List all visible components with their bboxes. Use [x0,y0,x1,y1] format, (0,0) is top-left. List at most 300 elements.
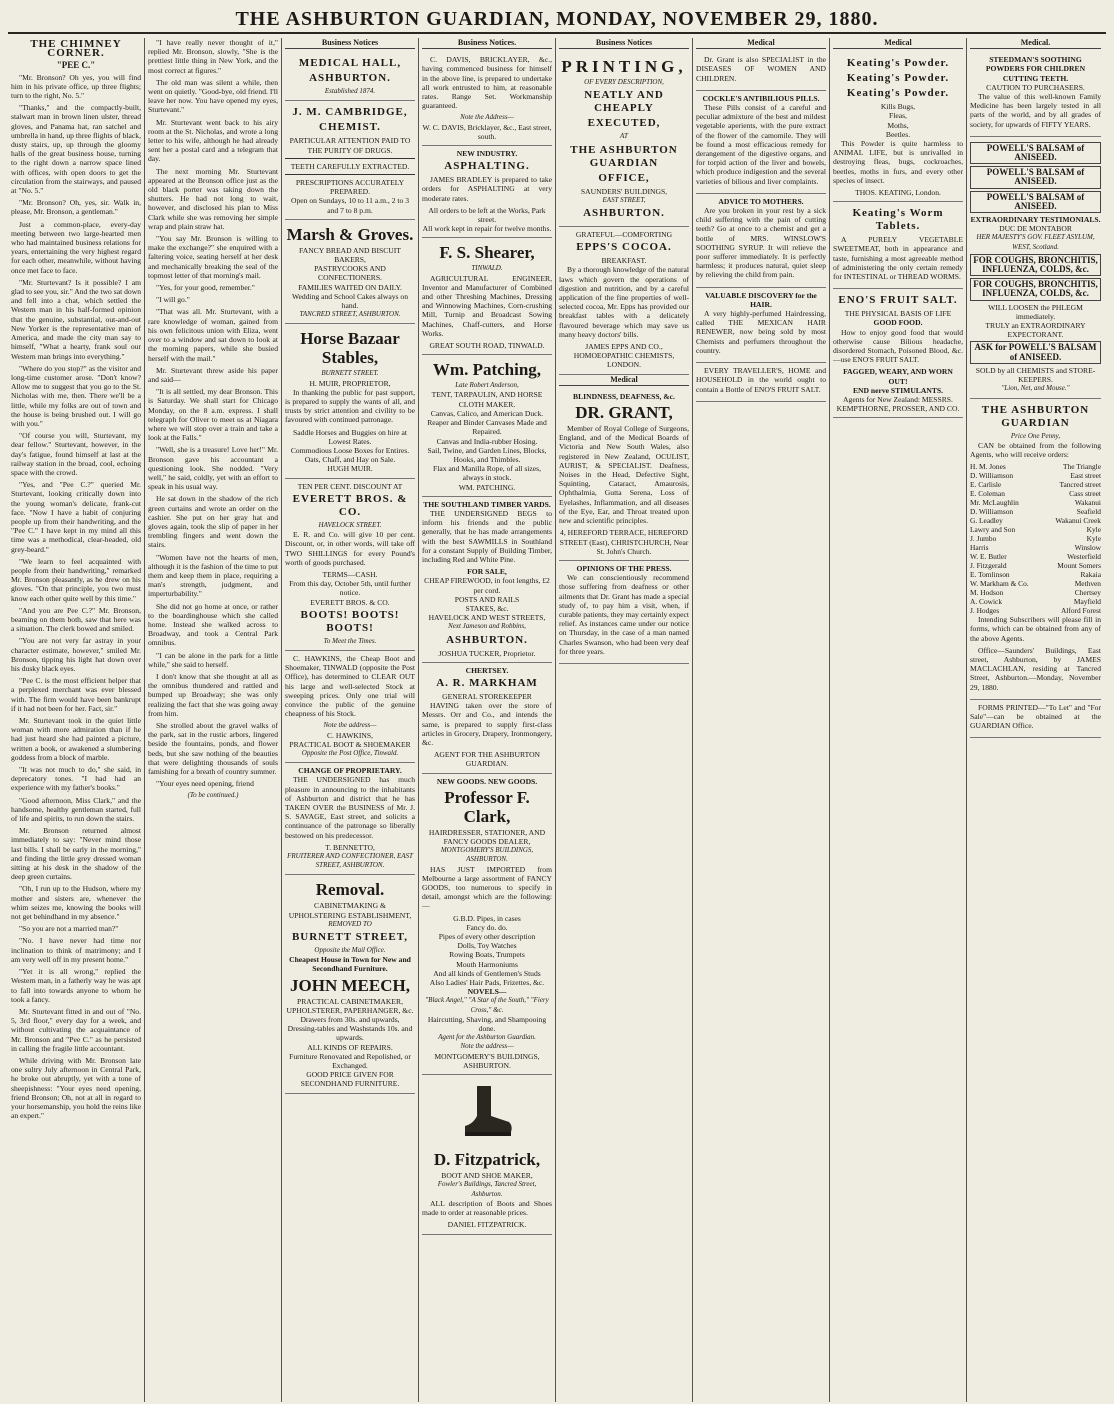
agent-place: Chertsey [1074,588,1101,598]
ad-line: Beetles. [885,129,911,139]
ad-line: Commodious Loose Boxes for Entires. [290,446,410,456]
ad-head: NEW INDUSTRY. [456,149,518,159]
ad-terms: TERMS—CASH. [322,569,378,579]
agent-name: Lawry and Son [970,525,1016,535]
agent-place: Winslow [1074,543,1101,553]
ad-body: In thanking the public for past support, is prepared to supply the wants of all, and trusts by strict attention and civility to be favoured with continued patronage. [285,387,415,425]
ad-signature: W. C. DAVIS, Bricklayer, &c., East street, south. [422,122,552,141]
story-paragraph: "And you are Pee C.?" Mr. Bronson, beaming on them both, saw that here was a situation. The clerk bowed and smiled. [11,605,141,634]
ad-cambridge [285,101,415,219]
ad-body: This Powder is quite harmless to ANIMAL LIFE, but is unrivalled in destroying fleas, bugs, cockroaches, beetles, moths in furs, and every other species of insect. [833,139,963,185]
ad-lion: "Lion, Net, and Mouse." [1001,384,1070,393]
story-paragraph: "Where do you stop?" as the visitor and long-time customer arose. "Don't know? Allow me to suggest that you go to the St. Nicholas with me, then. There we'll be a little, while my folks are out of town and the house is being brushed out. I will go with you." [11,363,141,428]
ad-name: EPPS'S COCOA. [576,241,672,254]
ad-signature: T. BENNETTO, [325,842,375,852]
ad-note: Note the Address— [460,113,514,122]
ad-trade: HAIRDRESSER, STATIONER, AND FANCY GOODS DEALER, [428,827,546,846]
ad-line: MONTGOMERY'S BUILDINGS, ASHBURTON. [434,1051,540,1070]
ad-head: THE ASHBURTON GUARDIAN [981,403,1090,429]
agent-place: Wakanui Creek [1055,516,1101,526]
ad-removal [285,875,415,1093]
column-heading: Medical [696,38,826,49]
ad-line: Keating's Worm Tablets. [852,207,944,233]
ad-line: TEETH CAREFULLY EXTRACTED. [290,161,410,171]
agent-place: Kyle [1086,525,1101,535]
story-paragraph: The old man was silent a while, then went on quietly. "Good-bye, old friend. I'll leave her now. You have opened my eyes, Sturtevant." [148,77,278,115]
ad-head: COCKLE'S ANTIBILIOUS PILLS. [702,93,820,103]
column-heading: Medical [833,38,963,49]
agent-name: E. Carlisle [970,480,1002,490]
ad-body: By a thorough knowledge of the natural laws which govern the operations of digestion and nutrition, and by a careful application of the fine properties of well-selected cocoa, Mr. Epps has provided our breakfast tables with a delicately flavoured beverage which may save us many heavy doctors' bills. [559,265,689,339]
ad-sub: Late Robert Anderson, [455,381,519,390]
ad-guardian-agents [970,399,1101,700]
ad-marsh-groves [285,220,415,325]
ad-trade: GENERAL STOREKEEPER [442,691,532,701]
story-paragraph: Just a common-place, every-day meeting between two large-hearted men who had maintained business relations for years, entertaining the very highest regard for each other, meanwhile, without having once met face to face. [11,219,141,275]
story-paragraph: "You are not very far astray in your character estimate, however," smiled Mr. Bronson, tipping his light hat down over his dusky black eyes. [11,636,141,673]
ad-head: THE SOUTHLAND TIMBER YARDS. [423,499,551,509]
agent-name: G. Leadley [970,516,1003,526]
ad-everett [285,479,415,651]
ad-horse-bazaar [285,324,415,478]
ad-item: Rowing Boats, Trumpets [449,950,525,960]
ad-office: Office—Saunders' Buildings, East street, Ashburton, by JAMES MACLACHLAN, residing at Tancred Street, Ashburton.—Monday, November 29, 1880. [970,645,1101,692]
agent-row [970,516,1101,525]
ad-line: PRINTING, [561,57,687,77]
ad-line: POSTS AND RAILS [454,594,520,604]
column-heading: Medical [559,375,689,386]
ad-line: Fleas, [889,111,907,121]
ad-signature: JAMES EPPS AND CO., HOMOEOPATHIC CHEMISTS, LONDON. [573,342,675,370]
ad-signature: EVERETT BROS. & CO. [310,597,390,607]
ad-patching [422,355,552,496]
agent-name: M. Hodson [970,588,1004,598]
agent-place: Alford Forest [1060,606,1101,616]
ad-item: Fancy do. do. [466,922,508,932]
ad-line: Flax and Manilla Rope, of all sizes, always in stock. [433,464,541,483]
ad-address: TANCRED STREET, ASHBURTON. [299,310,401,319]
ad-body: A very highly-perfumed Hairdressing, called THE MEXICAN HAIR RENEWER, now being sold by most Chemists and perfumers throughout the country. [696,309,826,355]
ad-line: PRESCRIPTIONS ACCURATELY PREPARED. [295,178,405,197]
ad-line: PARTICULAR ATTENTION PAID TO THE PURITY OF DRUGS. [289,136,411,155]
ad-body: HAS JUST IMPORTED from Melbourne a large assortment of FANCY GOODS, too numerous to specify in detail, amongst which are the following:— [422,864,552,911]
story-title: THE CHIMNEY CORNER. [30,38,122,60]
ad-body: These Pills consist of a careful and peculiar admixture of the best and mildest vegetable aperients, with the pure extract of the flower of the camomile. They will be found a most efficacious remedy for derangement of the digestive organs, and for torpid action of the liver and bowels, which produce indigestion and the several varieties of bilious and liver complaints. [696,103,826,186]
ad-line: EAST STREET, [602,195,646,204]
ad-name: F. S. Shearer, [439,243,535,263]
ad-address: Opposite the Post Office, Tinwald. [301,748,399,757]
agent-row [970,606,1101,615]
agent-row [970,570,1101,579]
ad-body: THE UNDERSIGNED BEGS to inform his friends and the public generally, that he has made arrangements with the best SAWMILLS in Southland for a constant Supply of Building Timber, including Red and White Pine. [422,508,552,564]
agent-name: H. M. Jones [970,462,1006,472]
agent-name: W. Markham & Co. [970,579,1029,589]
story-paragraph: The next morning Mr. Sturtevant appeared at the Bronson office just as the old black porter was taking down the shutters. He had not long to wait, however, and disclosed his plan to Miss Clark while she was removing her simple wrap and plain straw hat. [148,166,278,231]
agent-row [970,597,1101,606]
ad-name: J. M. CAMBRIDGE, [292,106,408,119]
ad-body: E. R. and Co. will give 10 per cent. Discount, or, in other words, will take off TWO SHILLINGS for every Pound's worth of goods purchased. [285,530,415,567]
story-paragraph: She did not go home at once, or rather to the boardinghouse which she called home. Instead she walked across to Broadway, and took a Central Park omnibus. [148,601,278,648]
ad-line: Next Jameson and Robbins, [448,622,526,631]
ad-name: D. Fitzpatrick, [433,1150,541,1170]
ad-line: FAMILIES WAITED ON DAILY. [298,282,402,292]
ad-body: ALL description of Boots and Shoes made to order at reasonable prices. [422,1198,552,1218]
ad-established: Established 1874. [324,87,376,96]
ad-line: THE ASHBURTON GUARDIAN [570,143,678,169]
ad-line: Canvas and India-rubber Hosing. [436,436,538,446]
story-paragraph: Mr. Bronson returned almost immediately to say: "Never mind those last bills. I shall be early in the morning," and finding the little grey dressed woman sitting at his desk in the shadow of the deep green curtains. [11,826,141,882]
ad-line: GOOD PRICE GIVEN FOR SECONDHAND FURNITURE. [300,1070,400,1089]
ad-line: OF EVERY DESCRIPTION, [584,78,664,87]
agent-row [970,525,1101,534]
story-paragraph: "I have really never thought of it," replied Mr. Bronson, slowly, "She is the prettiest little thing in New York, and the most correct at figures." [148,38,278,75]
ad-head: NEW GOODS. NEW GOODS. [436,776,538,786]
ad-davis [422,52,552,146]
agent-place: Seafield [1076,507,1101,517]
ad-item: Mouth Harmoniums [456,959,518,969]
ad-line: Oats, Chaff, and Hay on Sale. [304,455,396,465]
ad-body: C. HAWKINS, the Cheap Boot and Shoemaker, TINWALD (opposite the Post Office), has determined to CLEAR OUT his large and well-selected Stock at sweeping prices. Only one trial will convince the public of the genuine cheapness of his Stock. [285,653,415,719]
ad-cockle [696,91,826,194]
story-paragraph: "Yet it is all wrong," replied the Western man, in a fatherly way he was apt to fall into towards anyone to whom he took a fancy. [11,967,141,1004]
agent-name: Harris [970,543,989,553]
ad-line: Open on Sundays, 10 to 11 a.m., 2 to 3 and 7 to 8 p.m. [290,196,410,215]
agent-row [970,579,1101,588]
ad-line: Haircutting, Shaving, and Shampooing done. [427,1014,547,1034]
agent-place: East street [1070,471,1101,481]
column-4 [419,38,556,1402]
ad-caution: CAUTION TO PURCHASERS. [986,82,1085,92]
story-paragraph: She strolled about the gravel walks of the park, sat in the rustic arbors, lingered beside the fountains, ponds, and flower beds, but she saw nothing of the beauties that were delighting thousands of souls famishing for a breath of country summer. [148,721,278,777]
agent-place: Mount Somers [1057,561,1101,571]
agent-place: The Triangle [1063,462,1101,472]
agent-place: Tancred street [1059,480,1101,490]
ad-address: Fowler's Buildings, Tancred Street, Ashburton. [437,1180,537,1198]
ad-steedman [970,52,1101,137]
story-paragraph: "Mr. Bronson? Oh, yes, sir. Walk in, please, Mr. Bronson, a gentleman." [11,198,141,217]
ad-line: Opposite the Mail Office. [314,946,386,954]
ad-head: CHERTSEY. [465,665,509,675]
ad-head: STEEDMAN'S SOOTHING POWDERS FOR CHILDREN CUTTING TEETH. [985,55,1086,83]
ad-line: All orders to be left at the Works, Park street. [428,205,546,225]
ad-fitzpatrick [422,1075,552,1234]
ad-head: Removal. [315,880,385,900]
ad-novels-list: "Black Angel," "A Star of the South," "Fiery Cross," &c. [425,996,549,1014]
ad-body: CAN be obtained from the following Agents, who will receive orders: [970,440,1101,459]
agent-name: Mr. McLaughlin [970,498,1019,508]
agent-row [970,471,1101,480]
story-paragraph: "I will go." [156,295,190,305]
story-paragraph: He sat down in the shadow of the rich green curtains and wrote an order on the cashier. She put on her gray hat and gloves again, took the slip of paper in her trembling fingers and went down the stairs. [148,494,278,550]
ad-printing [559,52,689,227]
ad-signature: HUGH MUIR. [327,464,373,474]
ad-address: GREAT SOUTH ROAD, TINWALD. [429,341,545,351]
ad-agents: Agents for New Zealand: MESSRS. KEMPTHORNE, PROSSER, AND CO. [836,395,960,414]
story-paragraph: "Well, she is a treasure! Love her!" Mr. Bronson gave his accountant a questioning look. She nodded. "Very well," he said, coldly, yet with an effort to speak in his usual way. [148,445,278,492]
ad-specialist [696,52,826,91]
column-8 [967,38,1104,1402]
ad-keating-worm [833,202,963,289]
agent-name: E. Tomlinson [970,570,1010,580]
ad-nervous: END nerve STIMULANTS. [852,385,944,395]
ad-line: PASTRYCOOKS AND CONFECTIONERS. [314,264,386,283]
ad-line: Keating's Powder. [846,57,950,70]
ad-line: HAVELOCK AND WEST STREETS, [428,613,546,623]
agent-name: D. Williamson [970,471,1014,481]
ad-line: NEATLY AND CHEAPLY [584,89,664,115]
ad-item: And all kinds of Gentlemen's Studs [433,968,541,978]
ad-line: Wedding and School Cakes always on hand. [291,291,408,311]
ad-town: TINWALD. [471,264,503,273]
agent-name: J. Hodges [970,606,1000,616]
ad-chertsey [422,663,552,774]
ad-line: Moths, [887,120,909,130]
ad-line: FANCY BREAD AND BISCUIT BAKERS, [299,245,401,265]
story-paragraph: "No. I have never had time nor inclination to think of matrimony; and I am very well off in my present home." [11,936,141,964]
agent-row [970,561,1101,570]
ad-sub: THE PHYSICAL BASIS OF LIFE [844,309,952,319]
story-paragraph: Mr. Sturtevant threw aside his paper and said— [148,365,278,384]
ad-duke: DUC DE MONTABOR [999,224,1072,234]
ad-shearer [422,238,552,355]
ad-testimonials: EXTRAORDINARY TESTIMONIALS. [970,215,1101,225]
ad-signature: WM. PATCHING. [458,482,516,492]
ad-epps-cocoa [559,227,689,375]
ad-asphalting [422,146,552,238]
ad-signature: DANIEL FITZPATRICK. [447,1220,527,1230]
ad-body: A PURELY VEGETABLE SWEETMEAT, both in appearance and taste, furnishing a most agreeable method of administering the only certain remedy for INTESTINAL or THREAD WORMS. [833,235,963,282]
story-paragraph: "Of course you will, Sturtevant, my dear fellow." Sturtevant, however, in the day's fatigue, found himself at last at the railway station in the broad, cool, echoing space with the crowd. [11,431,141,477]
ad-head: GRATEFUL—COMFORTING [575,230,673,240]
ad-signature: C. HAWKINS, [326,730,373,740]
ad-timber-yards [422,497,552,663]
ad-novels: NOVELS— [467,987,507,997]
agent-place: Wakanui [1074,498,1101,508]
agent-place: Methven [1074,579,1101,589]
ad-body: Dr. Grant is also SPECIALIST in the DISEASES OF WOMEN AND CHILDREN. [696,55,826,83]
ad-line: Saddle Horses and Buggies on hire at Lowest Rates. [293,427,407,446]
ad-line: REMOVED TO [328,919,372,928]
ad-line: Drawers from 30s. and upwards, Dressing-tables and Washstands 10s. and upwards. [287,1015,413,1043]
ad-trade: PRACTICAL CABINETMAKER, UPHOLSTERER, PAPERHANGER, &c. [286,996,414,1015]
ad-fagged: FAGGED, WEARY, AND WORN OUT! [843,367,953,386]
ad-body: C. DAVIS, BRICKLAYER, &c., having commenced business for himself in the above line, is prepared to undertake all work entrusted to him, at reasonable rates. Range Set. Workmanship guaranteed. [422,55,552,111]
boot-illustration [457,1082,517,1142]
ad-body: THE UNDERSIGNED has much pleasure in announcing to the inhabitants of Ashburton and district that he has TAKEN OVER the BUSINESS of Mr. J. S. SAVAGE, East street, and solicits a continuance of the patronage so liberally bestowed on his predecessor. [285,775,415,840]
ad-sold: SOLD by all CHEMISTS and STORE-KEEPERS. [975,365,1096,385]
ad-signature: THOS. KEATING, London. [855,188,941,198]
agent-name: D. Williamson [970,507,1014,517]
ad-cure: WILL LOOSEN the PHLEGM immediately. [988,302,1083,321]
ad-trade: PRACTICAL BOOT & SHOEMAKER [289,739,411,749]
story-paragraph: "I can be alone in the park for a little while," she said to herself. [148,650,278,669]
ad-signature: JOSHUA TUCKER, Proprietor. [438,648,536,658]
column-heading: Business Notices. [422,38,552,49]
ad-street: HAVELOCK STREET. [318,520,382,529]
ad-trade: CHEMIST. [319,121,381,134]
story-paragraph: Mr. Sturtevant took in the quiet little woman with more admiration than if he had just heard she had painted a picture, written a book, or awakened a slumbering goddess from a block of marble. [11,716,141,762]
ad-truly: TRULY an EXTRAORDINARY EXPECTORANT. [985,321,1086,340]
agent-row [970,588,1101,597]
ad-line: STAKES, &c. [465,603,509,613]
ad-line: OFFICE, [598,171,650,184]
ad-town: ASHBURTON. [309,72,391,85]
ad-professor-clark [422,774,552,1075]
ad-line: Canvas, Calico, and American Duck. [430,408,544,418]
story-paragraph: "That was all. Mr. Sturtevant, with a rare knowledge of woman, gained from his own felicitous union with Eliza, went over to a window and sat down to look at the morning papers, while she busied herself with the mail." [148,307,278,363]
ad-line: AT [620,132,628,141]
ad-line: Note the address— [460,1042,514,1051]
ad-line: ASHBURTON. [446,633,528,646]
ad-head: BLINDNESS, DEAFNESS, &c. [573,391,675,401]
ad-body: The value of this well-known Family Medicine has been largely tested in all parts of the world, and by all grades of society, for upwards of FIFTY YEARS. [970,92,1101,129]
story-paragraph: "Mr. Sturtevant? Is it possible? I am glad to see you, sir." And the two sat down and fell into a chat, which settled the Western man in his half-formed opinion that the genuine, substantial, out-and-out New Yorker is the representative man of America, and made the city man say to himself, "What a hearty, frank soul our Western man brings into everything." [11,277,141,361]
ad-line: POWELL'S BALSAM of ANISEED. [970,166,1101,188]
ad-head: TEN PER CENT. DISCOUNT AT [297,481,403,491]
column-1 [8,38,145,1402]
ad-head: CHANGE OF PROPRIETARY. [298,766,402,776]
ad-line: BURNETT STREET, [291,931,409,943]
agent-row [970,498,1101,507]
ad-line: POWELL'S BALSAM of ANISEED. [970,142,1101,164]
agent-place: Cass street [1069,489,1101,499]
ad-sub: BREAKFAST. [601,256,647,266]
columns [8,38,1106,1402]
story-paragraph: "Good afternoon, Miss Clark," and the handsome, healthy gentleman started, full of life and spirits, to run down the stairs. [11,795,141,824]
ad-eno [833,289,963,418]
ad-name: EVERETT BROS. & CO. [292,492,408,518]
agent-row [970,552,1101,561]
ad-body: FORMS PRINTED—"To Let" and "For Sale"—can be obtained at the GUARDIAN Office. [970,702,1101,731]
ad-head: OPINIONS OF THE PRESS. [576,563,672,573]
ad-price: Price One Penny, [1010,431,1061,440]
ad-keating-powder [833,52,963,202]
ad-body: JAMES BRADLEY is prepared to take orders for ASPHALTING at very moderate rates. [422,175,552,203]
ad-line: Cheapest House in Town for New and Secondhand Furniture. [289,955,411,974]
ad-hawkins [285,651,415,763]
ad-item: Dolls, Toy Watches [457,941,517,951]
ad-trade: TENT, TARPAULIN, AND HORSE CLOTH MAKER. [431,390,543,409]
ad-forms [970,700,1101,739]
ad-head: ENO'S FRUIT SALT. [838,294,958,307]
ad-scotland: HER MAJESTY'S GOV. FLEET ASYLUM, WEST, Scotland. [976,233,1095,251]
ad-line: GOOD FOOD. [873,318,923,328]
ad-sale: FOR SALE, [467,567,507,577]
ad-address: 4, HEREFORD TERRACE, HEREFORD STREET (East), CHRISTCHURCH, Near St. John's Church. [559,528,689,556]
ad-line: POWELL'S BALSAM of ANISEED. [970,191,1101,213]
ad-line: Agent for the Ashburton Guardian. [438,1033,536,1042]
story-paragraph: "Women have not the hearts of men, although it is the fashion of the time to put them and keep them in place, requiring a man's strength, judgment, and imperturbability." [148,552,278,599]
agent-place: Kyle [1086,534,1101,544]
to-be-continued: (To be continued.) [187,791,239,800]
agent-row [970,489,1101,498]
agent-row [970,507,1101,516]
story-paragraph: "It was not much to do," she said, in deprecatory tones. "I had had an experience with my father's books." [11,765,141,793]
ad-agent: AGENT FOR THE ASHBURTON GUARDIAN. [433,750,541,769]
ad-head: VALUABLE DISCOVERY for the HAIR. [705,290,817,309]
ad-title: MEDICAL HALL, [298,57,402,70]
ad-name: Horse Bazaar Stables, [300,329,400,368]
ad-powell [970,137,1101,399]
ad-dr-grant [559,389,689,561]
ad-line: Furniture Renovated and Repolished, or Exchanged. [289,1051,411,1071]
ad-line: EXECUTED, [587,117,661,130]
ad-owner: H. MUIR, PROPRIETOR, [309,378,391,388]
ad-item: Pipes of every other description [438,932,536,942]
ad-address: MONTGOMERY'S BUILDINGS, ASHBURTON. [440,846,534,864]
column-heading: Business Notices [285,38,415,49]
ad-body: We can conscientiously recommend those suffering from deafness or other ailments that Dr. Grant has made a special study of, to pay him a visit, when, if curable patients, they may certainly expect relief. As instances came under our notice on Thursday, in the case of a man named Charles Swanson, who had been very deaf for three years. [559,573,689,656]
ad-boots: BOOTS! BOOTS! BOOTS! [300,608,400,634]
story-subtitle: "PEE C." [56,60,96,71]
ad-name: Marsh & Groves. [286,224,414,244]
story-paragraph: "Yes, and "Pee C.?" queried Mr. Sturtevant, looking critically down into the young woman's delicate, frank-cut face. "Now I have a habit of conjuring people up from their handwriting, and the "Pee C." I have kept in my mind all this time was a methodical, clear-headed, old grey-beard." [11,480,141,554]
story-paragraph: "We learn to feel acquainted with people from their handwriting," remarked Mr. Bronson pleasantly, as he drew on his gloves. "On that principle, you two must know each other quite well by this time." [11,556,141,603]
ad-name: Wm. Patching, [432,360,542,380]
ad-household [696,363,826,402]
agent-place: Westerfield [1067,552,1101,562]
ad-ask: ASK for POWELL'S BALSAM of ANISEED. [970,341,1101,363]
column-2 [145,38,282,1402]
ad-trade: BOOT AND SHOE MAKER, [441,1171,533,1181]
ad-from: From this day, October 5th, until further notice. [289,579,411,598]
agent-name: W. E. Butler [970,552,1007,562]
story-paragraph: "Oh, I run up to the Hudson, where my mother and sisters are, whenever the whim seizes me, knowing the books will not get behindhand in my absence." [11,884,141,922]
ad-name: JOHN MEECH, [290,975,410,995]
ad-line: ASHBURTON. [583,207,665,220]
agent-list [970,462,1101,615]
ad-head: ADVICE TO MOTHERS. [718,196,804,206]
ad-body: Are you broken in your rest by a sick child suffering with the pain of cutting teeth? Go at once to a chemist and get a bottle of MRS. WINSLOW'S SOOTHING SYRUP. It will relieve the poor sufferer immediately. It is perfectly harmless; it produces natural, quiet sleep by relieving the child from pain. [696,206,826,280]
column-6 [693,38,830,1402]
ad-line: CABINETMAKING & UPHOLSTERING ESTABLISHMENT, [288,901,412,920]
story-paragraph: Mr. Sturtevant went back to his airy room at the St. Nicholas, and wrote a long letter to his wife, although he had already sent her a postal card and a telegram that day. [148,117,278,164]
story-paragraph: "So you are not a married man?" [19,924,119,934]
story-paragraph: While driving with Mr. Bronson late one sultry July afternoon in Central Park, he broke out abruptly, yet with a tone of sheepishness: "Your eyes need opening, friend Bronson; Oh, not at all in regard to your horsemanship, you hold the reins like an expert." [11,1055,141,1121]
story-paragraph: "Pee C. is the most efficient helper that a perplexed merchant was ever blessed with. The firm would have been bankrupt if it had not been for her. Fact, sir." [11,676,141,713]
ad-item: Also Ladies' Hair Pads, Frizettes, &c. [429,978,545,988]
ad-hair [696,288,826,363]
column-heading: Medical. [970,38,1101,49]
ad-body: AGRICULTURAL ENGINEER, Inventor and Manufacturer of Combined and other Threshing Machines, Dressing and Winnowing Machines, Corn-crushing Mill, Turnip and Broadcast Sowing Machines, Chaff-cutters, and Horse Works. [422,273,552,338]
ad-line: ALL KINDS OF REPAIRS. [307,1042,393,1052]
agent-name: E. Coleman [970,489,1005,499]
ad-coughs: FOR COUGHS, BRONCHITIS, INFLUENZA, COLDS, &c. [970,254,1101,276]
ad-winslow [696,194,826,288]
agent-row [970,543,1101,552]
agent-name: J. Jumbo [970,534,997,544]
story-paragraph: "You say Mr. Bronson is willing to make the exchange?" she enquired with a faltering voice, seating herself at her desk and mechanically breaking the seal of the topmost letter of that morning's mail. [148,234,278,280]
ad-item: G.B.D. Pipes, in cases [453,913,521,923]
agent-place: Rakaia [1080,570,1101,580]
ad-body: EVERY TRAVELLER'S, HOME and HOUSEHOLD in the world ought to contain a Bottle of ENO'S FRUIT SALT. [696,366,826,394]
ad-line: All work kept in repair for twelve months. [422,224,552,234]
story-paragraph: Mr. Sturtevant fitted in and out of "No. 5, 3rd floor," every day for a week, and without cultivating the acquaintance of Mr. Bronson and "Pee C." as he persisted in calling the fragile little accountant. [11,1006,141,1053]
ad-body: HAVING taken over the store of Messrs. Orr and Co., and intends the same, is prepared to supply first-class articles in Grocery, Drapery, Ironmongery, &c. [422,701,552,747]
ad-change-of-proprietary [285,763,415,875]
ad-line: Keating's Powder. [846,72,950,85]
ad-line: Kills Bugs, [880,102,916,112]
ad-line: Reaper and Binder Canvases Made and Repaired. [427,418,547,437]
agent-row [970,480,1101,489]
ad-name: A. R. MARKHAM [436,676,538,689]
ad-body: Member of Royal College of Surgeons, England, and of the Medical Boards of Victoria and New South Wales, also registered in New Zealand, OCULIST, AURIST, & SPECIALIST. Deafness, Noises in the Head, Defective Sight, Squinting, Cataract, Amaurosis, Ophthalmia, Gutta Serena, Loss of Eyelashes, Inflammation, and all diseases of the Eye, Ear, and Throat treated upon new and scientific principles. [559,424,689,526]
agent-row [970,462,1101,471]
ad-sub: ASPHALTING. [444,160,530,173]
ad-foot: Intending Subscribers will please fill in forms, which can be obtained from any of the above Agents. [970,615,1101,643]
ad-street: BURNETT STREET. [321,369,379,378]
ad-line: CHEAP FIREWOOD, in foot lengths, £2 per cord. [424,576,550,595]
